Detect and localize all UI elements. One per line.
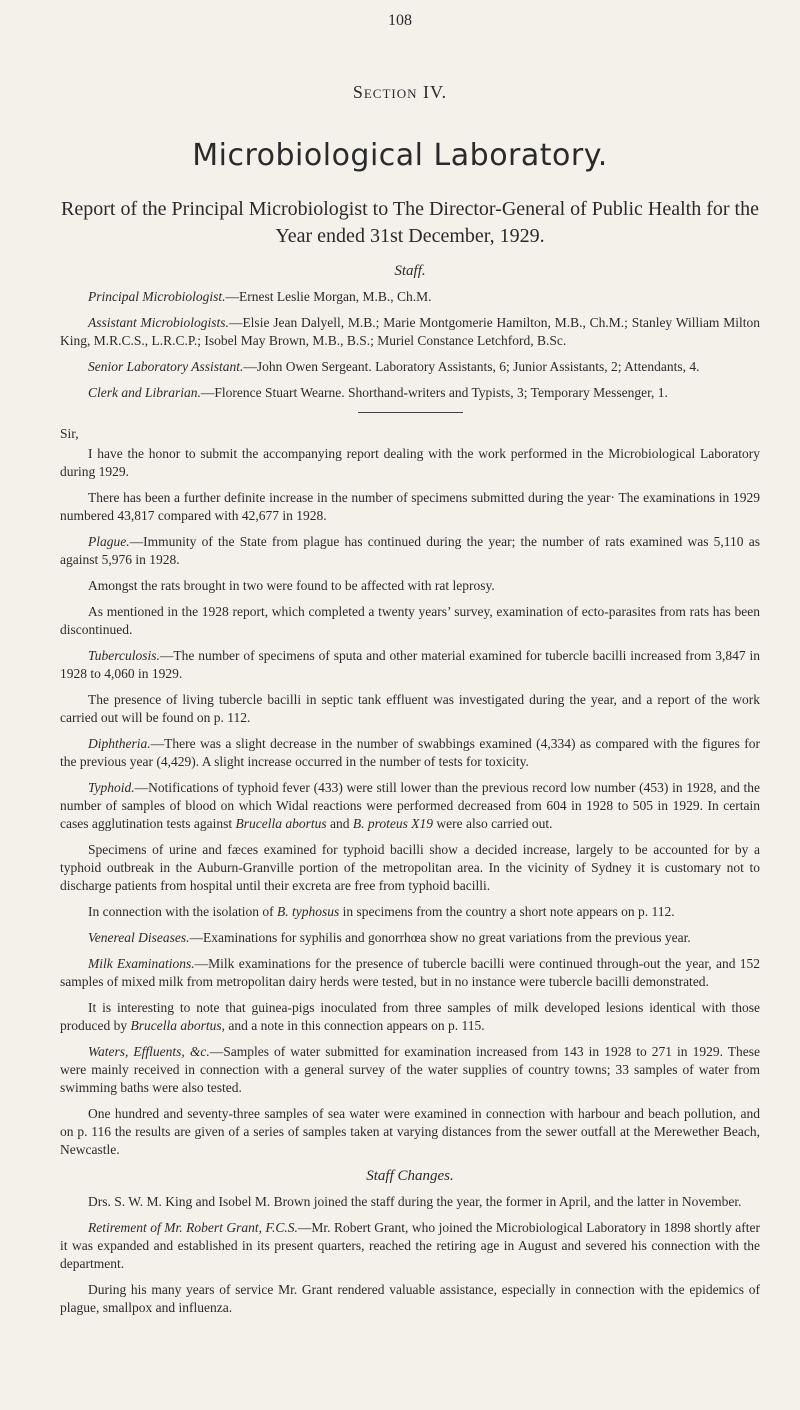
para-tuberculosis: Tuberculosis.—The number of specimens of sputa and other material examined for tubercle bacilli increased from 3,847 in 1928 to 4,060 in 1929. xyxy=(60,648,760,681)
staff-principal: Principal Microbiologist.—Ernest Leslie Morgan, M.B., Ch.M. xyxy=(88,289,432,304)
divider xyxy=(358,412,463,413)
lab-title: Microbiological Laboratory. xyxy=(192,138,608,173)
para-specimens: There has been a further definite increase in the number of specimens submitted during the year· The examinations in 1929 numbered 43,817 compared with 42,677 in 1928. xyxy=(60,490,760,523)
para-milk: Milk Examinations.—Milk examinations for the presence of tubercle bacilli were continued through-out the year, and 152 samples of mixed milk from metropolitan dairy herds were tested, but in no instance were tubercle bacilli demonstrated. xyxy=(60,956,761,989)
para-intro: I have the honor to submit the accompanying report dealing with the work performed in the Microbiological Laboratory during 1929. xyxy=(60,446,760,479)
para-isolation: In connection with the isolation of B. typhosus in specimens from the country a short note appears on p. 112. xyxy=(88,904,675,919)
para-septic: The presence of living tubercle bacilli in septic tank effluent was investigated during the year, and a report of the work carried out will be found on p. 112. xyxy=(60,692,760,725)
para-seawater: One hundred and seventy-three samples of sea water were examined in connection with harbour and beach pollution, and on p. 116 the results are given of a series of samples taken at varying distances from the sewer outfall at the Merewether Beach, Newcastle. xyxy=(60,1106,760,1157)
report-title: Report of the Principal Microbiologist to The Director-General of Public Health for the Year ended 31st December, 1929. xyxy=(61,198,759,247)
staff-assistants: Assistant Microbiologists.—Elsie Jean Dalyell, M.B.; Marie Montgomerie Hamilton, M.B., Ch.M.; Stanley William Milton King, M.R.C.S., L.R.C.P.; Isobel May Brown, M.B., B.S.; Muriel Constance Letchford, B.Sc. xyxy=(60,315,760,348)
staff-clerk: Clerk and Librarian.—Florence Stuart Wearne. Shorthand-writers and Typists, 3; Temporary Messenger, 1. xyxy=(88,385,668,400)
staff-changes-heading: Staff Changes. xyxy=(366,1168,454,1184)
para-service: During his many years of service Mr. Grant rendered valuable assistance, especially in connection with the epidemics of plague, smallpox and influenza. xyxy=(60,1282,760,1315)
staff-heading: Staff. xyxy=(394,263,426,279)
page-number: 108 xyxy=(388,12,412,29)
salutation: Sir, xyxy=(60,426,79,441)
para-retirement: Retirement of Mr. Robert Grant, F.C.S.—Mr. Robert Grant, who joined the Microbiological Laboratory in 1898 shortly after it was expanded and established in its present quarters, reached the retiring age in August and severed his connection with the department. xyxy=(60,1220,760,1271)
para-waters: Waters, Effluents, &c.—Samples of water submitted for examination increased from 143 in 1928 to 271 in 1929. These were mainly received in connection with a general survey of the water supplies of country towns; 33 samples of water from swimming baths were also tested. xyxy=(60,1044,760,1095)
para-leprosy: Amongst the rats brought in two were found to be affected with rat leprosy. xyxy=(88,578,495,593)
para-venereal: Venereal Diseases.—Examinations for syphilis and gonorrhœa show no great variations from the previous year. xyxy=(88,930,691,945)
para-urine: Specimens of urine and fæces examined for typhoid bacilli show a decided increase, largely to be accounted for by a typhoid outbreak in the Auburn-Granville portion of the metropolitan area. In the vicinity of Sydney it is customary not to discharge patients from hospital until their excreta are free from typhoid bacilli. xyxy=(60,842,760,893)
para-guinea: It is interesting to note that guinea-pigs inoculated from three samples of milk developed lesions identical with those produced by Brucella abortus, and a note in this connection appears on p. 115. xyxy=(60,1000,760,1033)
para-diphtheria: Diphtheria.—There was a slight decrease in the number of swabbings examined (4,334) as compared with the figures for the previous year (4,429). A slight increase occurred in the number of tests for toxicity. xyxy=(60,736,760,769)
para-plague: Plague.—Immunity of the State from plague has continued during the year; the number of rats examined was 5,110 as against 5,976 in 1928. xyxy=(60,534,760,567)
staff-senior: Senior Laboratory Assistant.—John Owen Sergeant. Laboratory Assistants, 6; Junior Assistants, 2; Attendants, 4. xyxy=(88,359,700,374)
para-joined: Drs. S. W. M. King and Isobel M. Brown joined the staff during the year, the former in April, and the latter in November. xyxy=(88,1194,742,1209)
section-heading xyxy=(0,82,800,103)
para-ectoparasites: As mentioned in the 1928 report, which completed a twenty years’ survey, examination of ecto-parasites from rats has been discontinued. xyxy=(60,604,760,637)
para-typhoid: Typhoid.—Notifications of typhoid fever (433) were still lower than the previous record low number (453) in 1928, and the number of samples of blood on which Widal reactions were performed decreased from 604 in 1928 to 505 in 1929. In certain cases agglutination tests against Brucella abortus and B. proteus X19 were also carried out. xyxy=(60,780,760,831)
report-body xyxy=(60,262,760,1325)
section-heading-text: Section IV. xyxy=(352,82,448,102)
